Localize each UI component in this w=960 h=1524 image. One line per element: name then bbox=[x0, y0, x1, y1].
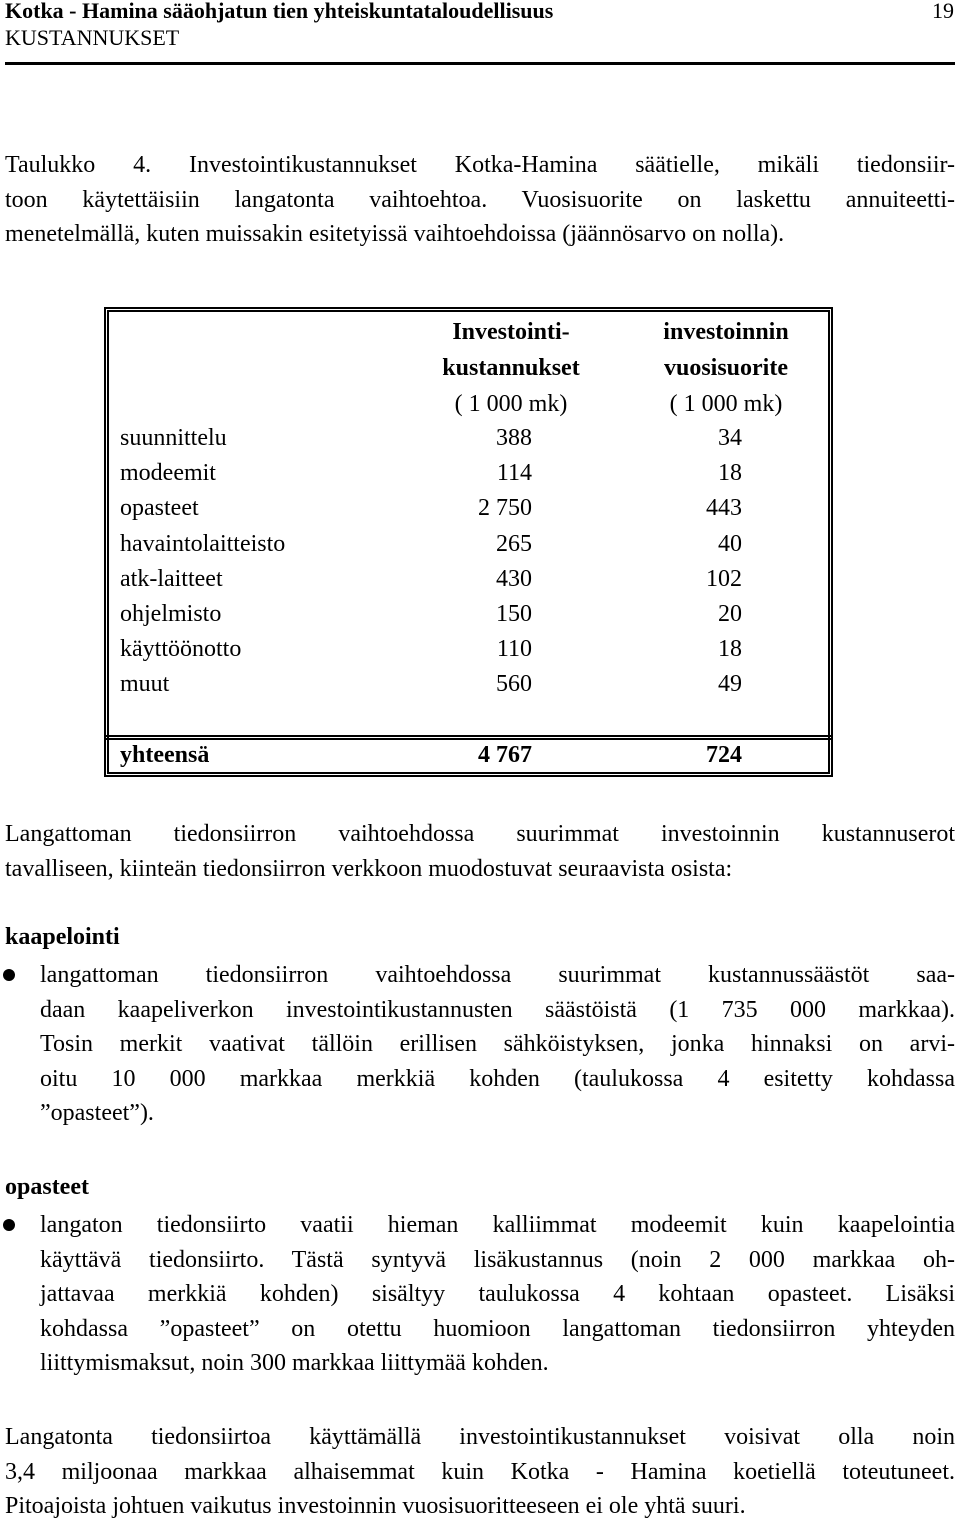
bullet-icon bbox=[3, 1219, 15, 1231]
bullet-line: Tosin merkit vaativat tällöin erillisen sähköistyksen, jonka hinnaksi on arvi- bbox=[40, 1031, 955, 1057]
caption-line: Taulukko 4. Investointikustannukset Kotka-Hamina säätielle, mikäli tiedonsiir- bbox=[5, 152, 955, 178]
cost-cell: 150 bbox=[496, 601, 532, 628]
table-caption bbox=[5, 148, 955, 252]
column-header-line: Investointi- bbox=[452, 319, 570, 345]
annual-cell: 443 bbox=[706, 495, 742, 522]
total-label: yhteensä bbox=[120, 742, 210, 768]
column-header-unit: ( 1 000 mk) bbox=[454, 391, 568, 417]
annual-cell: 20 bbox=[718, 601, 742, 628]
cost-cell: 388 bbox=[496, 425, 532, 451]
bullet-line: liittymismaksut, noin 300 markkaa liittymää kohden. bbox=[40, 1350, 549, 1376]
column-header-line: kustannukset bbox=[442, 355, 580, 381]
bullet-icon bbox=[3, 969, 15, 981]
column-header-annual-cost bbox=[612, 314, 840, 422]
paragraph-cost-differences bbox=[5, 817, 955, 886]
cost-cell: 2 750 bbox=[478, 495, 532, 522]
row-label: käyttöönotto bbox=[120, 636, 242, 663]
caption-line: menetelmällä, kuten muissakin esitetyissä vaihtoehdoissa (jäännösarvo on nolla). bbox=[5, 221, 785, 247]
paragraph-line: Pitoajoista johtuen vaikutus investoinnin vuosisuoritteeseen ei ole yhtä suuri. bbox=[5, 1493, 746, 1519]
cost-cell: 560 bbox=[496, 671, 532, 698]
column-header-line: vuosisuorite bbox=[663, 355, 788, 381]
row-label: suunnittelu bbox=[120, 425, 227, 451]
paragraph-line: Langattoman tiedonsiirron vaihtoehdossa suurimmat investoinnin kustannuserot bbox=[5, 821, 955, 847]
cost-cell: 430 bbox=[496, 565, 532, 592]
table-annual-column bbox=[640, 421, 742, 703]
page-number: 19 bbox=[932, 0, 954, 23]
row-label: atk-laitteet bbox=[120, 565, 223, 592]
running-header-title: Kotka - Hamina sääohjatun tien yhteiskuntataloudellisuus bbox=[5, 0, 554, 23]
column-header-investment-costs bbox=[380, 314, 642, 422]
cost-cell: 265 bbox=[496, 530, 532, 557]
bullet-line: langaton tiedonsiirto vaatii hieman kalliimmat modeemit kuin kaapelointia bbox=[40, 1212, 955, 1238]
bullet-line: ”opasteet”). bbox=[40, 1100, 154, 1126]
annual-cell: 40 bbox=[718, 530, 742, 557]
total-cost: 4 767 bbox=[478, 742, 532, 768]
section-heading-kaapelointi: kaapelointi bbox=[5, 924, 120, 950]
paragraph-line: 3,4 miljoonaa markkaa alhaisemmat kuin Kotka - Hamina koetiellä toteutuneet. bbox=[5, 1458, 955, 1485]
cost-cell: 110 bbox=[496, 636, 532, 663]
header-rule bbox=[5, 62, 955, 65]
annual-cell: 49 bbox=[718, 671, 742, 698]
row-label: havaintolaitteisto bbox=[120, 530, 286, 557]
running-header-subtitle: KUSTANNUKSET bbox=[5, 25, 180, 50]
total-annual: 724 bbox=[706, 742, 742, 768]
bullet-line: käyttävä tiedonsiirto. Tästä syntyvä lisäkustannus (noin 2 000 markkaa oh- bbox=[40, 1246, 955, 1273]
column-header-unit: ( 1 000 mk) bbox=[669, 391, 783, 417]
cost-cell: 114 bbox=[496, 460, 532, 487]
annual-cell: 34 bbox=[718, 425, 742, 451]
bullet-line: jattavaa merkkiä kohden) sisältyy taulukossa 4 kohtaan opasteet. Lisäksi bbox=[40, 1281, 955, 1307]
bullet-line: langattoman tiedonsiirron vaihtoehdossa suurimmat kustannussäästöt saa- bbox=[40, 962, 955, 988]
row-label: modeemit bbox=[120, 460, 216, 487]
caption-line: toon käytettäisiin langatonta vaihtoehtoa. Vuosisuorite on laskettu annuiteetti- bbox=[5, 186, 955, 213]
bullet-text-kaapelointi bbox=[40, 958, 955, 1131]
row-label: muut bbox=[120, 671, 170, 698]
row-label: opasteet bbox=[120, 495, 199, 522]
bullet-text-opasteet bbox=[40, 1208, 955, 1381]
annual-cell: 18 bbox=[718, 636, 742, 663]
paragraph-line: tavalliseen, kiinteän tiedonsiirron verkkoon muodostuvat seuraavista osista: bbox=[5, 855, 733, 882]
row-label: ohjelmisto bbox=[120, 601, 222, 628]
annual-cell: 18 bbox=[718, 460, 742, 487]
bullet-line: daan kaapeliverkon investointikustannusten säästöistä (1 735 000 markkaa). bbox=[40, 996, 955, 1023]
bullet-line: oitu 10 000 markkaa merkkiä kohden (taulukossa 4 esitetty kohdassa bbox=[40, 1065, 955, 1092]
table-cost-column bbox=[430, 421, 532, 703]
paragraph-line: Langatonta tiedonsiirtoa käyttämällä investointikustannukset voisivat olla noin bbox=[5, 1424, 955, 1450]
annual-cell: 102 bbox=[706, 565, 742, 592]
table-row-labels bbox=[120, 421, 380, 703]
column-header-line: investoinnin bbox=[663, 319, 789, 345]
bullet-line: kohdassa ”opasteet” on otettu huomioon langattoman tiedonsiirron yhteyden bbox=[40, 1315, 955, 1342]
table-total-divider bbox=[104, 735, 833, 741]
section-heading-opasteet: opasteet bbox=[5, 1174, 89, 1200]
paragraph-conclusion bbox=[5, 1420, 955, 1524]
